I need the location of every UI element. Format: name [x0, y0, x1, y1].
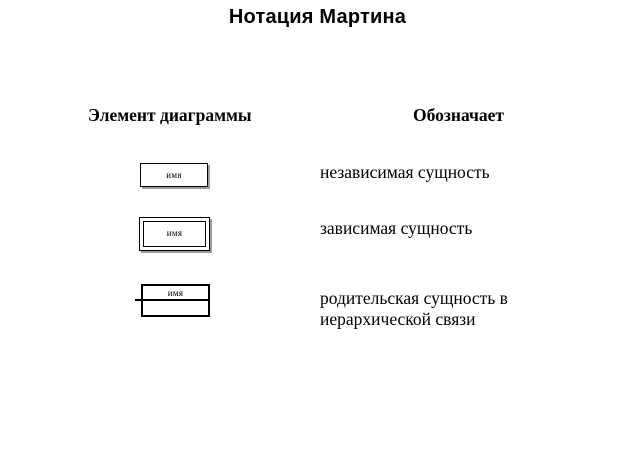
meaning-text-independent-entity: независимая сущность — [320, 162, 490, 182]
entity-name-label: имя — [167, 288, 184, 298]
meaning-text-dependent-entity: зависимая сущность — [320, 218, 473, 238]
parent-entity-divider-line — [135, 299, 210, 301]
entity-name-label: имя — [166, 228, 183, 238]
meaning-text-parent-entity: родительская сущность в иерархической связи — [320, 288, 508, 329]
column-header-diagram-element: Элемент диаграммы — [88, 105, 252, 125]
entity-name-label: имя — [166, 170, 182, 180]
dependent-entity-shape — [139, 217, 210, 251]
column-header-meaning: Обозначает — [413, 105, 505, 125]
independent-entity-shape — [140, 163, 208, 187]
page-title: Нотация Мартина — [228, 6, 407, 28]
